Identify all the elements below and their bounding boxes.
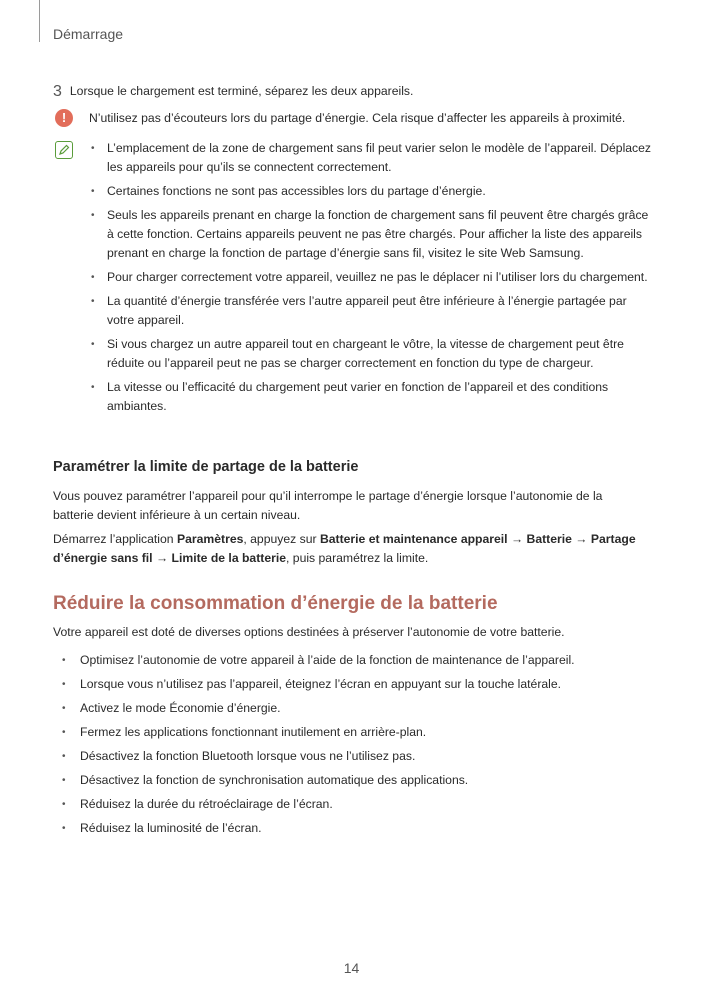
- section-header: Démarrage: [53, 26, 124, 42]
- reduce-tips-list: [62, 651, 642, 843]
- arrow-glyph: →: [507, 532, 527, 546]
- reduce-heading: Réduire la consommation d’énergie de la batterie: [53, 593, 498, 614]
- note-item: • Certaines fonctions ne sont pas accessibles lors du partage d’énergie.: [91, 182, 651, 201]
- caution-text: N’utilisez pas d’écouteurs lors du partage d’énergie. Cela risque d’affecter les appareils à proximité.: [89, 111, 626, 125]
- list-item: • Réduisez la durée du rétroéclairage de l’écran.: [62, 795, 642, 814]
- step-text: Lorsque le chargement est terminé, séparez les deux appareils.: [69, 84, 414, 98]
- instr-settings: Paramètres: [176, 532, 244, 546]
- step-3: [53, 83, 653, 101]
- list-item: • Fermez les applications fonctionnant inutilement en arrière-plan.: [62, 723, 642, 742]
- battery-limit-heading: Paramétrer la limite de partage de la batterie: [53, 459, 359, 475]
- instr-text: , puis paramétrez la limite.: [286, 551, 429, 565]
- list-item: • Lorsque vous n’utilisez pas l’appareil, éteignez l’écran en appuyant sur la touche latérale.: [62, 675, 642, 694]
- page-number: 14: [343, 960, 360, 976]
- arrow-glyph: →: [152, 551, 172, 565]
- note-item: • Seuls les appareils prenant en charge la fonction de chargement sans fil peuvent être chargés grâce à cette fonction. Certains appareils peuvent ne pas être chargés. Pour afficher la liste des appareils prenant en charge la fonction de partage d’énergie sans fil, visitez le site Web Samsung.: [91, 206, 651, 263]
- note-icon: [55, 141, 73, 159]
- note-item: • La quantité d’énergie transférée vers l’autre appareil peut être inférieure à l’énergie partagée par votre appareil.: [91, 292, 651, 330]
- list-item: • Optimisez l’autonomie de votre appareil à l’aide de la fonction de maintenance de l’appareil.: [62, 651, 642, 670]
- note-item: • La vitesse ou l’efficacité du chargement peut varier en fonction de l’appareil et des conditions ambiantes.: [91, 378, 651, 416]
- arrow-glyph: →: [571, 532, 591, 546]
- note-item: • L’emplacement de la zone de chargement sans fil peut varier selon le modèle de l’appareil. Déplacez les appareils pour qu’ils se connectent correctement.: [91, 139, 651, 177]
- battery-limit-intro: Vous pouvez paramétrer l’appareil pour qu’il interrompe le partage d’énergie lorsque l’autonomie de la batterie devient inférieure à un certain niveau.: [53, 489, 603, 522]
- instr-text: , appuyez sur: [243, 532, 320, 546]
- list-item: • Désactivez la fonction Bluetooth lorsque vous ne l’utilisez pas.: [62, 747, 642, 766]
- instr-sharing: Partage d’énergie sans fil: [53, 532, 636, 565]
- step-number: 3: [53, 83, 62, 100]
- list-item: • Activez le mode Économie d’énergie.: [62, 699, 642, 718]
- list-item: • Réduisez la luminosité de l’écran.: [62, 819, 642, 838]
- note-item: • Si vous chargez un autre appareil tout en chargeant le vôtre, la vitesse de chargement peut être réduite ou l’appareil peut ne pas se charger correctement en fonction du type de chargeur.: [91, 335, 651, 373]
- instr-maintenance: Batterie et maintenance appareil: [319, 532, 508, 546]
- note-list: [91, 139, 651, 421]
- header-divider: [39, 0, 40, 42]
- caution-icon: !: [55, 109, 73, 127]
- instr-limit: Limite de la batterie: [171, 551, 287, 565]
- list-item: • Désactivez la fonction de synchronisation automatique des applications.: [62, 771, 642, 790]
- instr-battery: Batterie: [526, 532, 572, 546]
- note-item: • Pour charger correctement votre appareil, veuillez ne pas le déplacer ni l’utiliser lors du chargement.: [91, 268, 651, 287]
- instr-text: Démarrez l’application: [53, 532, 177, 546]
- battery-limit-instructions: [53, 530, 643, 568]
- reduce-intro: Votre appareil est doté de diverses options destinées à préserver l’autonomie de votre batterie.: [53, 625, 565, 639]
